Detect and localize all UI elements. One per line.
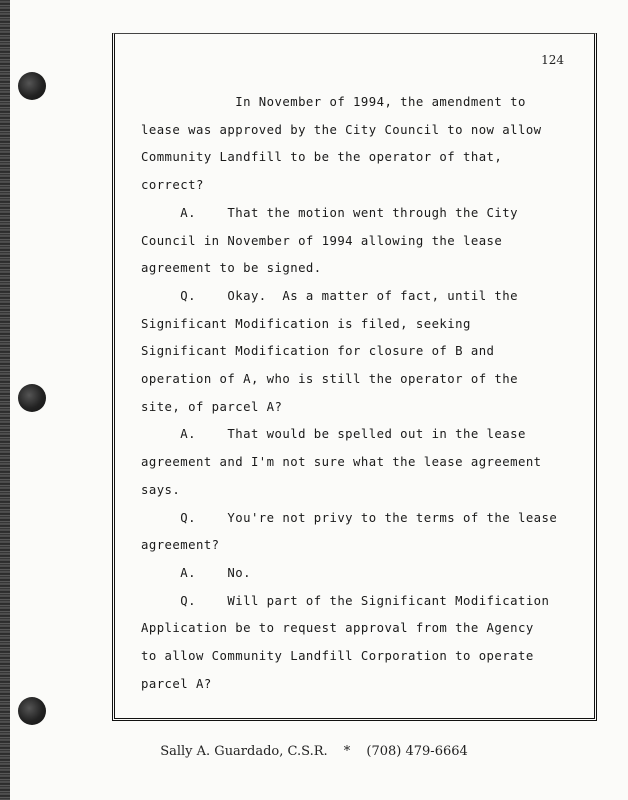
transcript-line: lease was approved by the City Council to now allow bbox=[141, 122, 542, 137]
transcript-line: agreement? bbox=[141, 538, 220, 553]
transcript-line: A. That the motion went through the City bbox=[141, 205, 518, 220]
transcript-line: correct? bbox=[141, 178, 204, 193]
binder-hole-bottom bbox=[18, 697, 46, 725]
transcript-line: In November of 1994, the amendment to bbox=[141, 95, 526, 109]
binder-hole-top bbox=[18, 72, 46, 100]
transcript-line: A. That would be spelled out in the lease bbox=[141, 427, 526, 442]
transcript-line: Q. Okay. As a matter of fact, until the bbox=[141, 288, 518, 303]
transcript-line: Significant Modification for closure of B and bbox=[141, 344, 495, 359]
transcript-line: to allow Community Landfill Corporation to operate bbox=[141, 649, 534, 663]
transcript-line: says. bbox=[141, 482, 181, 497]
reporter-footer bbox=[0, 744, 628, 759]
scan-edge bbox=[0, 0, 10, 800]
transcript-line: site, of parcel A? bbox=[141, 399, 283, 414]
transcript-line: Council in November of 1994 allowing the lease bbox=[141, 233, 503, 248]
page-number: 124 bbox=[541, 53, 564, 67]
transcript-line: Application be to request approval from the Agency bbox=[141, 621, 534, 636]
transcript-line: Community Landfill to be the operator of that, bbox=[141, 150, 503, 165]
transcript-line: agreement and I'm not sure what the lease agreement bbox=[141, 455, 542, 470]
transcript-line: A. No. bbox=[141, 565, 251, 580]
transcript-line: agreement to be signed. bbox=[141, 261, 322, 276]
transcript-frame bbox=[112, 33, 597, 721]
transcript-line: Significant Modification is filed, seeking bbox=[141, 316, 471, 331]
transcript-line: parcel A? bbox=[141, 676, 212, 691]
footer-separator: * bbox=[343, 744, 351, 759]
transcript-line: Q. You're not privy to the terms of the lease bbox=[141, 510, 558, 525]
transcript-line: Q. Will part of the Significant Modification bbox=[141, 593, 550, 608]
transcript-line: operation of A, who is still the operator of the bbox=[141, 372, 518, 386]
binder-hole-middle bbox=[18, 384, 46, 412]
reporter-phone: (708) 479-6664 bbox=[366, 744, 468, 759]
reporter-name: Sally A. Guardado, C.S.R. bbox=[160, 744, 328, 759]
